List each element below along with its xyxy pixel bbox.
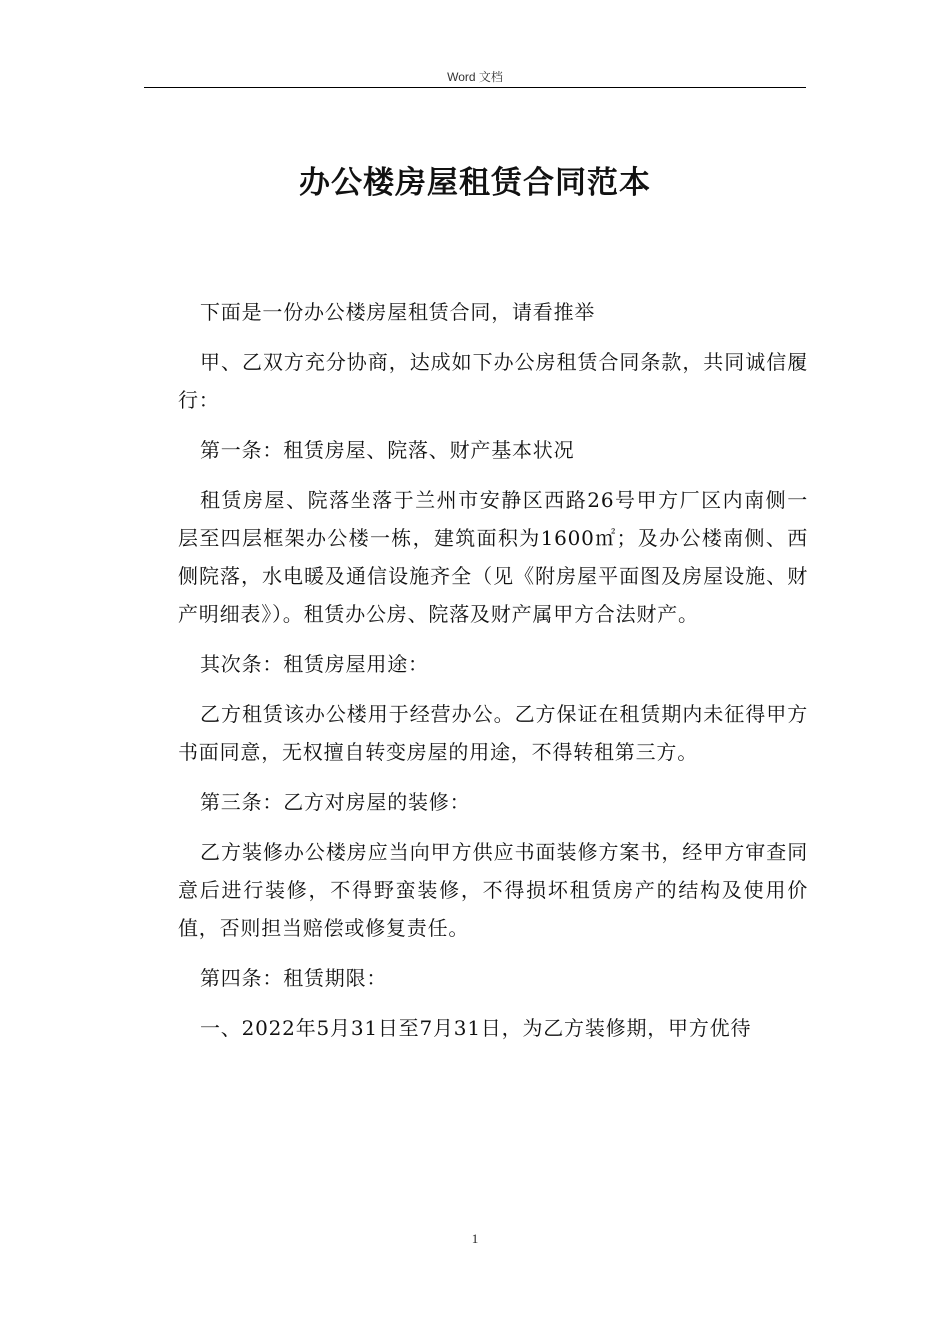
article-3-body: 乙方装修办公楼房应当向甲方供应书面装修方案书，经甲方审查同意后进行装修，不得野蛮装修，不得损坏租赁房产的结构及使用价值，否则担当赔偿或修复责任。 xyxy=(178,840,808,940)
page-number: 1 xyxy=(471,1231,479,1246)
document-body xyxy=(178,293,808,1059)
article-4-heading: 第四条：租赁期限： xyxy=(200,966,388,990)
document-title: 办公楼房屋租赁合同范本 xyxy=(299,165,651,201)
article-1-body: 租赁房屋、院落坐落于兰州市安静区西路26号甲方厂区内南侧一层至四层框架办公楼一栋，建筑面积为1600㎡；及办公楼南侧、西侧院落，水电暖及通信设施齐全（见《附房屋平面图及房屋设施、财产明细表》）。租赁办公房、院落及财产属甲方合法财产。 xyxy=(178,488,808,626)
article-2-heading: 其次条：租赁房屋用途： xyxy=(200,652,429,676)
page-header: Word 文档 xyxy=(447,70,503,84)
paragraph-intro: 下面是一份办公楼房屋租赁合同，请看推举 xyxy=(200,300,596,324)
article-4-body: 一、2022年5月31日至7月31日，为乙方装修期，甲方优待 xyxy=(200,1016,752,1040)
header-divider xyxy=(144,87,806,88)
article-2-body: 乙方租赁该办公楼用于经营办公。乙方保证在租赁期内未征得甲方书面同意，无权擅自转变房屋的用途，不得转租第三方。 xyxy=(178,702,808,764)
article-3-heading: 第三条：乙方对房屋的装修： xyxy=(200,790,471,814)
article-1-heading: 第一条：租赁房屋、院落、财产基本状况 xyxy=(200,438,575,462)
paragraph-preamble: 甲、乙双方充分协商，达成如下办公房租赁合同条款，共同诚信履行： xyxy=(178,350,808,412)
